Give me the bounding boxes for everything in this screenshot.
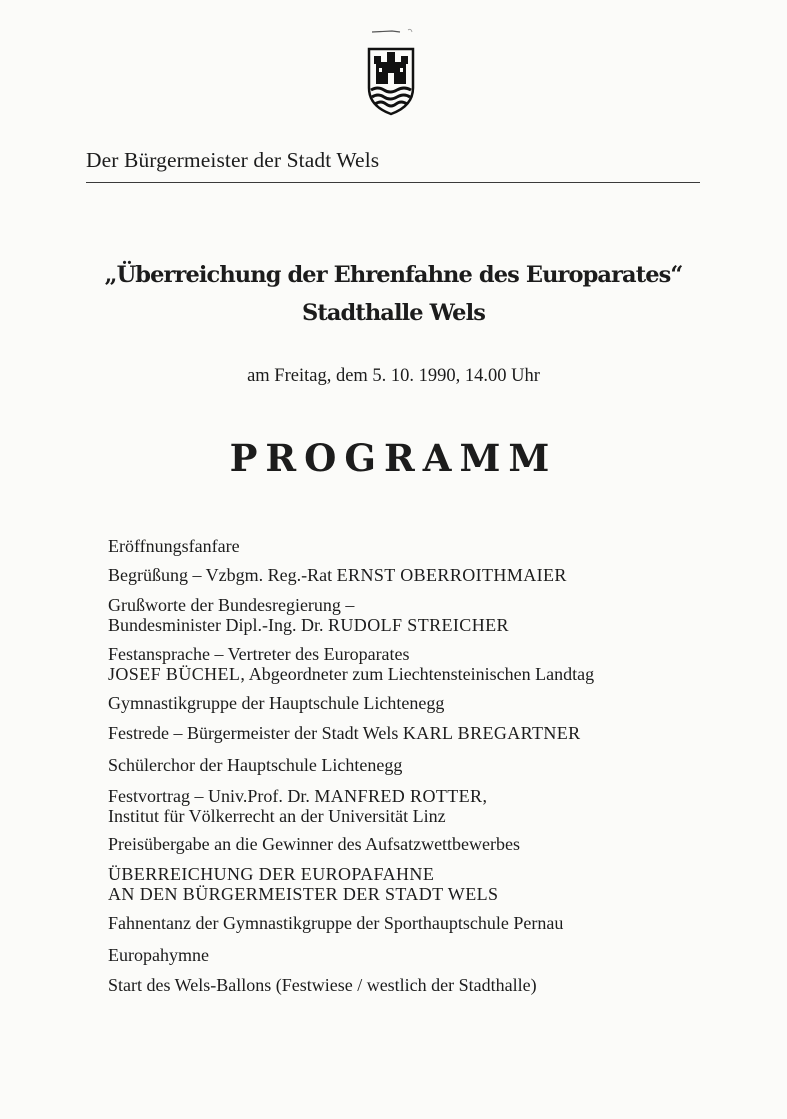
program-item-text: Festansprache – Vertreter des Europarates	[108, 644, 410, 664]
program-heading: PROGRAMM	[229, 436, 558, 480]
program-item-text: Festrede – Bürgermeister der Stadt Wels	[108, 723, 399, 743]
program-item-text: Gymnastikgruppe der Hauptschule Lichtenegg	[108, 693, 445, 713]
program-item	[108, 644, 594, 684]
program-item-text: Schülerchor der Hauptschule Lichtenegg	[108, 755, 403, 775]
speaker-name: MANFRED ROTTER,	[314, 786, 488, 806]
program-item	[108, 786, 487, 826]
header-divider	[86, 182, 700, 183]
program-item	[108, 834, 520, 854]
speaker-name: ERNST OBERROITHMAIER	[336, 565, 567, 585]
program-item-text: Grußworte der Bundesregierung –	[108, 595, 355, 615]
speaker-name: KARL BREGARTNER	[402, 723, 581, 743]
program-item-text: ÜBERREICHUNG DER EUROPAFAHNE	[108, 864, 435, 884]
program-item	[108, 693, 444, 713]
event-venue: Stadthalle Wels	[302, 300, 485, 326]
program-item	[108, 536, 240, 556]
program-item-text: Bundesminister Dipl.-Ing. Dr.	[108, 615, 324, 635]
program-item-text: Europahymne	[108, 945, 209, 965]
program-item	[108, 755, 402, 775]
program-item	[108, 595, 509, 635]
program-item-text: AN DEN BÜRGERMEISTER DER STADT WELS	[108, 884, 499, 904]
program-item-text: Fahnentanz der Gymnastikgruppe der Sporthauptschule Pernau	[108, 913, 564, 933]
event-title: „Überreichung der Ehrenfahne des Europarates“	[104, 262, 683, 288]
program-item-text: Begrüßung – Vzbgm. Reg.-Rat	[108, 565, 333, 585]
pen-mark-icon	[370, 27, 420, 35]
speaker-name: RUDOLF STREICHER	[327, 615, 509, 635]
program-item-text: Abgeordneter zum Liechtensteinischen Landtag	[248, 664, 595, 684]
program-item	[108, 565, 567, 585]
event-date: am Freitag, dem 5. 10. 1990, 14.00 Uhr	[247, 366, 540, 386]
program-item-text: Institut für Völkerrecht an der Universität Linz	[108, 806, 446, 826]
program-item-text: Eröffnungsfanfare	[108, 536, 240, 556]
city-crest-icon	[366, 46, 416, 116]
program-item	[108, 723, 581, 743]
speaker-name: JOSEF BÜCHEL,	[108, 664, 246, 684]
program-item	[108, 975, 537, 995]
program-item	[108, 864, 498, 904]
program-item-text: Festvortrag – Univ.Prof. Dr.	[108, 786, 310, 806]
program-item-text: Start des Wels-Ballons (Festwiese / westlich der Stadthalle)	[108, 975, 537, 995]
issuer-heading: Der Bürgermeister der Stadt Wels	[86, 148, 380, 172]
program-item-text: Preisübergabe an die Gewinner des Aufsatzwettbewerbes	[108, 834, 521, 854]
program-item	[108, 945, 209, 965]
program-item	[108, 913, 563, 933]
